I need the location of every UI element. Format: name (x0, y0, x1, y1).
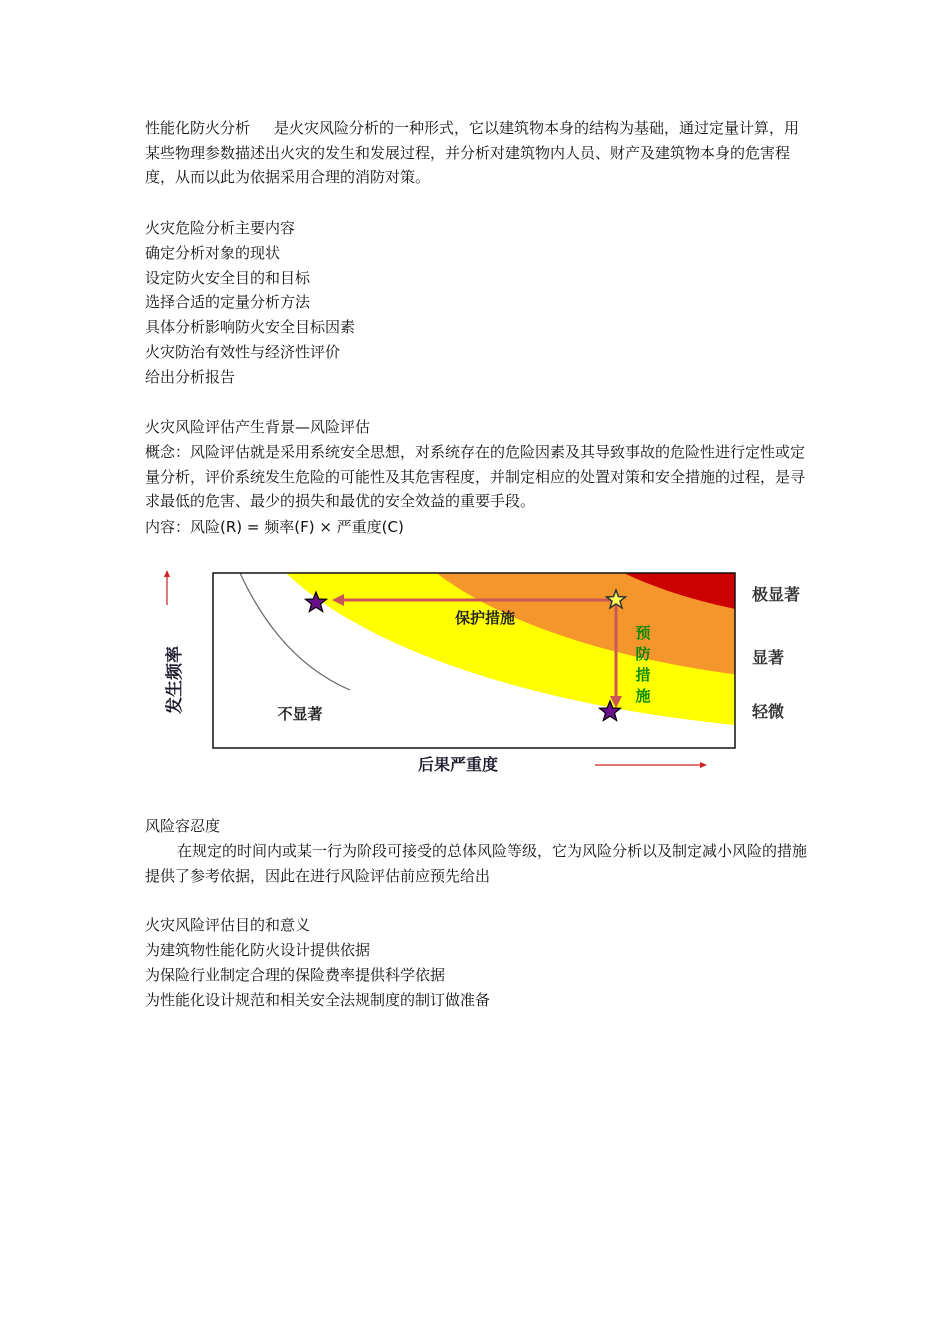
section3-heading: 风险容忍度 (145, 817, 221, 835)
zone-label-significant: 显著 (752, 648, 785, 667)
prevention-label-text: 预防措施 (635, 624, 651, 705)
section1-item: 选择合适的定量分析方法 (145, 293, 311, 311)
section1-item: 给出分析报告 (145, 368, 236, 386)
concept-paragraph: 概念：风险评估就是采用系统安全思想，对系统存在的危险因素及其导致事故的危险性进行定性或定量分析，评价系统发生危险的可能性及其危害程度，并制定相应的处置对策和安全措施的过程，是寻求最低的危害、最少的损失和最优的安全效益的重要手段。 (145, 443, 806, 510)
section4-item: 为保险行业制定合理的保险费率提供科学依据 (145, 966, 446, 984)
y-axis-arrowhead (164, 570, 170, 577)
intro-text: 是火灾风险分析的一种形式，它以建筑物本身的结构为基础，通过定量计算，用某些物理参数描述出火灾的发生和发展过程，并分析对建筑物内人员、财产及建筑物本身的危害程度，从而以此为依据采用合理的消防对策。 (145, 119, 800, 186)
zone-label-slight: 轻微 (752, 702, 785, 721)
protection-label: 保护措施 (454, 609, 516, 627)
section1-item: 具体分析影响防火安全目标因素 (145, 318, 356, 336)
intro-term: 性能化防火分析 (145, 119, 251, 137)
section1-item: 设定防火安全目的和目标 (145, 269, 311, 287)
tolerance-paragraph: 在规定的时间内或某一行为阶段可接受的总体风险等级，它为风险分析以及制定减小风险的措施提供了参考依据，因此在进行风险评估前应预先给出 (145, 842, 808, 885)
section1-item: 火灾防治有效性与经济性评价 (145, 343, 341, 361)
x-axis-label: 后果严重度 (417, 755, 499, 774)
section1-item: 确定分析对象的现状 (145, 244, 281, 262)
zone-label-very-significant: 极显著 (752, 585, 801, 604)
section2-heading: 火灾风险评估产生背景—风险评估 (145, 418, 371, 436)
section4-heading: 火灾风险评估目的和意义 (145, 916, 311, 934)
zone-label-insignificant: 不显著 (277, 705, 323, 723)
risk-matrix-figure (140, 560, 860, 785)
risk-formula: 内容：风险(R) = 频率(F) × 严重度(C) (145, 518, 404, 536)
section4-item: 为建筑物性能化防火设计提供依据 (145, 941, 371, 959)
intro-paragraph (145, 116, 810, 190)
y-axis-label: 发生频率 (165, 646, 185, 714)
section1-heading: 火灾危险分析主要内容 (145, 219, 296, 237)
x-axis-arrowhead (700, 762, 707, 768)
section4-item: 为性能化设计规范和相关安全法规制度的制订做准备 (145, 991, 491, 1009)
